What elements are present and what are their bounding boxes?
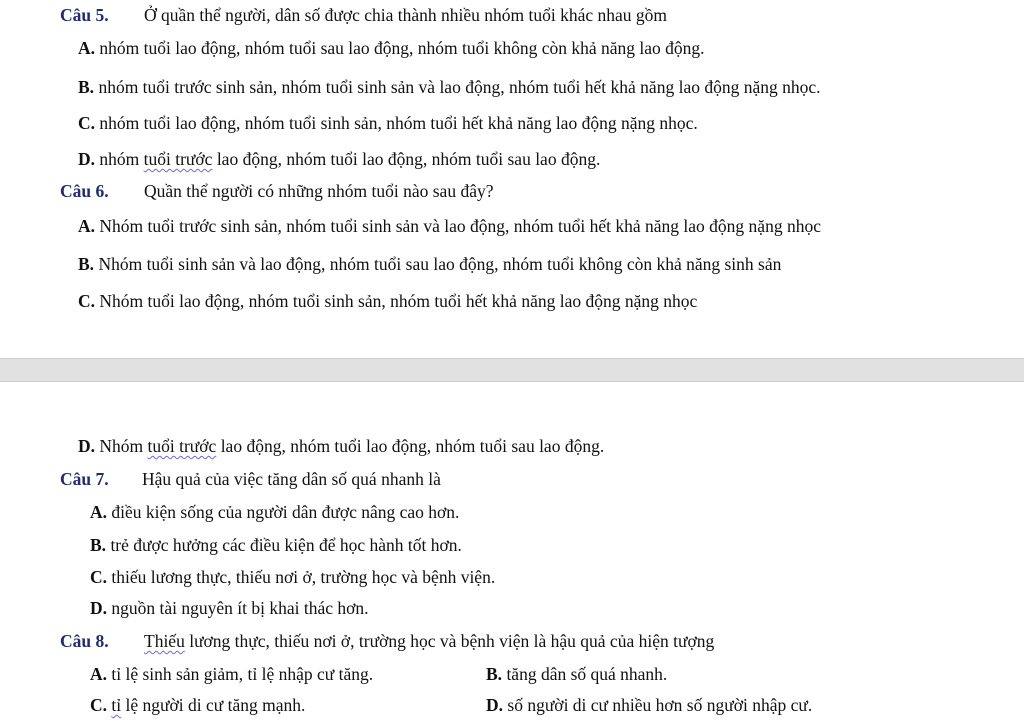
question-5 bbox=[60, 4, 667, 26]
q8-option-d: D. số người di cư nhiều hơn số người nhập cư. bbox=[486, 695, 813, 715]
q6-option-b: B. Nhóm tuổi sinh sản và lao động, nhóm tuổi sau lao động, nhóm tuổi không còn khả năng sinh sản bbox=[78, 254, 782, 274]
q8-option-c: C. tỉ lệ người di cư tăng mạnh. bbox=[90, 695, 306, 715]
question-6 bbox=[60, 180, 493, 202]
q6-option-c: C. Nhóm tuổi lao động, nhóm tuổi sinh sản, nhóm tuổi hết khả năng lao động nặng nhọc bbox=[78, 291, 698, 311]
spellcheck-underline: tuổi trước bbox=[147, 436, 217, 456]
q7-option-d: D. nguồn tài nguyên ít bị khai thác hơn. bbox=[90, 598, 369, 618]
q7-option-b: B. trẻ được hưởng các điều kiện để học hành tốt hơn. bbox=[90, 535, 462, 555]
q5-option-a: A. nhóm tuổi lao động, nhóm tuổi sau lao động, nhóm tuổi không còn khả năng lao động. bbox=[78, 38, 705, 58]
q8-options-row-1 bbox=[90, 663, 990, 685]
question-8 bbox=[60, 630, 714, 652]
page-break-divider bbox=[0, 358, 1024, 382]
question-text: lương thực, thiếu nơi ở, trường học và bệnh viện là hậu quả của hiện tượng bbox=[184, 631, 715, 651]
question-text: Ở quần thể người, dân số được chia thành nhiều nhóm tuổi khác nhau gồm bbox=[144, 5, 668, 25]
spellcheck-underline: Thiếu bbox=[144, 631, 185, 651]
q5-option-d: D. nhóm tuổi trước lao động, nhóm tuổi lao động, nhóm tuổi sau lao động. bbox=[78, 149, 601, 169]
question-7 bbox=[60, 468, 441, 490]
q8-option-a: A. tỉ lệ sinh sản giảm, tỉ lệ nhập cư tăng. bbox=[90, 664, 374, 684]
question-number: Câu 6. bbox=[60, 181, 109, 201]
q8-options-row-2 bbox=[90, 694, 990, 716]
q7-option-a: A. điều kiện sống của người dân được nâng cao hơn. bbox=[90, 502, 460, 522]
q5-option-b: B. nhóm tuổi trước sinh sản, nhóm tuổi sinh sản và lao động, nhóm tuổi hết khả năng lao động nặng nhọc. bbox=[78, 77, 821, 97]
q7-option-c: C. thiếu lương thực, thiếu nơi ở, trường học và bệnh viện. bbox=[90, 567, 496, 587]
q5-option-c: C. nhóm tuổi lao động, nhóm tuổi sinh sản, nhóm tuổi hết khả năng lao động nặng nhọc. bbox=[78, 113, 698, 133]
spellcheck-underline: tỉ bbox=[111, 695, 122, 715]
question-text: Hậu quả của việc tăng dân số quá nhanh là bbox=[142, 469, 441, 489]
question-number: Câu 5. bbox=[60, 5, 109, 25]
q6-option-a: A. Nhóm tuổi trước sinh sản, nhóm tuổi sinh sản và lao động, nhóm tuổi hết khả năng lao động nặng nhọc bbox=[78, 216, 821, 236]
question-number: Câu 8. bbox=[60, 631, 109, 651]
spellcheck-underline: tuổi trước bbox=[143, 149, 213, 169]
q8-option-b: B. tăng dân số quá nhanh. bbox=[486, 664, 668, 684]
q6-option-d: D. Nhóm tuổi trước lao động, nhóm tuổi lao động, nhóm tuổi sau lao động. bbox=[78, 436, 605, 456]
question-text: Quần thể người có những nhóm tuổi nào sau đây? bbox=[144, 181, 494, 201]
question-number: Câu 7. bbox=[60, 469, 109, 489]
